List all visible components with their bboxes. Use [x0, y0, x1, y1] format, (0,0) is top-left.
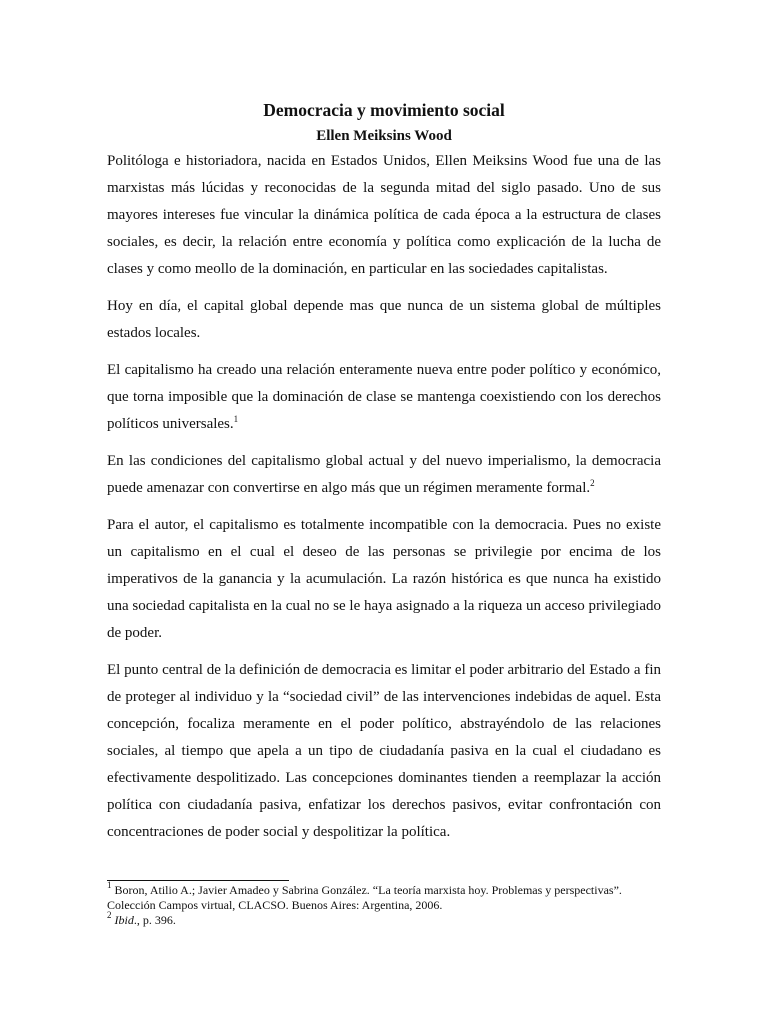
footnote-1	[107, 880, 667, 913]
paragraph-intro: Politóloga e historiadora, nacida en Estados Unidos, Ellen Meiksins Wood fue una de las marxistas más lúcidas y reconocidas de la segunda mitad del siglo pasado. Uno de sus mayores intereses fue vincular la dinámica política de cada época a la estructura de clases sociales, es decir, la relación entre economía y política como explicación de la lucha de clases y como meollo de la dominación, en particular en las sociedades capitalistas.	[107, 153, 661, 277]
paragraph-incompatibility: Para el autor, el capitalismo es totalmente incompatible con la democracia. Pues no existe un capitalismo en el cual el deseo de las personas se privilegie por encima de los imperativos de la ganancia y la acumulación. La razón histórica es que nunca ha existido una sociedad capitalista en la cual no se le haya asignado a la riqueza un acceso privilegiado de poder.	[107, 517, 661, 641]
footnote-mark-1: 1	[107, 880, 112, 890]
footnotes	[107, 880, 667, 928]
document-body	[107, 148, 661, 856]
page-title: Democracia y movimiento social	[263, 100, 505, 120]
footnote-text-2: ., p. 396.	[133, 913, 176, 927]
footnote-ibid: Ibid	[114, 913, 134, 927]
paragraph-political-economic-power: El capitalismo ha creado una relación enteramente nueva entre poder político y económico, que torna imposible que la dominación de clase se mantenga coexistiendo con los derechos políticos universales.$^1$	[107, 362, 661, 432]
paragraph-global-capital: Hoy en día, el capital global depende mas que nunca de un sistema global de múltiples estados locales.	[107, 298, 661, 341]
footnote-divider	[107, 880, 289, 881]
author-name: Ellen Meiksins Wood	[316, 128, 452, 144]
paragraph-global-capitalism: En las condiciones del capitalismo global actual y del nuevo imperialismo, la democracia puede amenazar con convertirse en algo más que un régimen meramente formal.$^2$	[107, 453, 661, 496]
footnote-2	[107, 910, 667, 928]
footnote-mark-2: 2	[107, 910, 112, 920]
footnote-ref-2[interactable]: 2	[590, 478, 595, 488]
paragraph-democracy-definition: El punto central de la definición de democracia es limitar el poder arbitrario del Estado a fin de proteger al individuo y la “sociedad civil” de las intervenciones indebidas de aquel. Esta concepción, focaliza meramente en el poder político, abstrayéndolo de las relaciones sociales, al tiempo que apela a un tipo de ciudadanía pasiva en la cual el ciudadano es efectivamente despolitizado. Las concepciones dominantes tienden a reemplazar la acción política con ciudadanía pasiva, enfatizar los derechos pasivos, evitar confrontación con concentraciones de poder social y despolitizar la política.	[107, 662, 661, 840]
footnote-ref-1[interactable]: 1	[233, 414, 239, 424]
footnote-text-1: Boron, Atilio A.; Javier Amadeo y Sabrina González. “La teoría marxista hoy. Problemas y perspectivas”. Colección Campos virtual, CLACSO. Buenos Aires: Argentina, 2006.	[107, 883, 622, 912]
